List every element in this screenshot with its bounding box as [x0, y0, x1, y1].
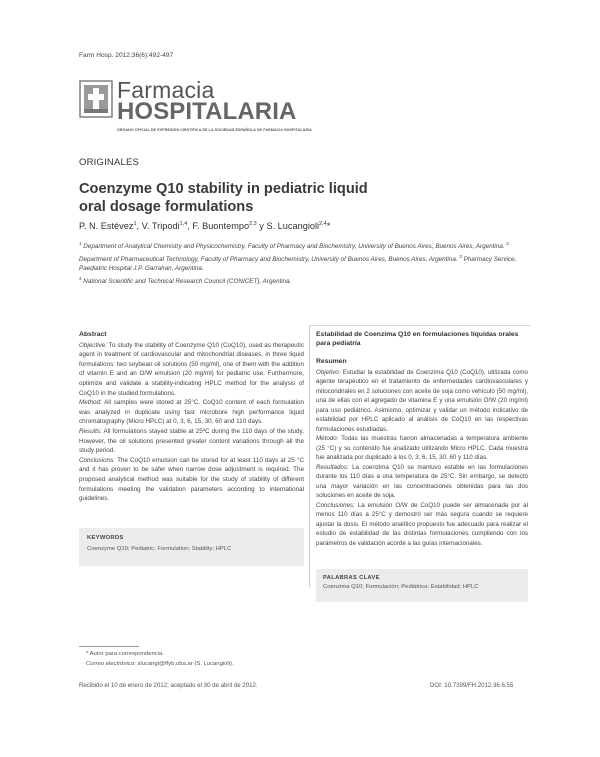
- logo-word-hospitalaria: HOSPITALARIA: [117, 98, 297, 125]
- author-name: S. Lucangioli: [266, 221, 320, 231]
- resumen-conclusiones: [316, 501, 528, 549]
- author-affiliation-sup: 2,3: [249, 221, 257, 227]
- resumen-conclusiones-label: Conclusiones:: [316, 501, 355, 509]
- abstract-heading: Abstract: [79, 331, 107, 338]
- correspondence-footnote: [86, 649, 234, 669]
- author-name: F. Buontempo: [192, 221, 250, 231]
- resumen-objetivo-text: Estudiar la estabilidad de Coenzima Q10 (CoQ10), utilizada como agente terapéutico en el tratamiento de enfermedades cardiovasculares y mitocondriales en 2 soluciones con aceite de soja como vehículo (50 mg/ml), una de ellas con el agregado de vitamina E y una emulsión O/W (20 mg/ml) para uso pediátrico. Asimismo, optimizar y validar un método indicativo de estabilidad por HPLC aplicado al análisis de CoQ10 en las respectivas formulaciones estudiadas.: [316, 368, 528, 433]
- author-name: V. Tripodi: [141, 221, 180, 231]
- footnote-email-line: [86, 659, 234, 669]
- affiliation-number: 1: [79, 241, 82, 246]
- affiliation-number: 3: [459, 253, 462, 259]
- author-affiliation-sup: 1,4: [179, 221, 188, 227]
- abstract-results-label: Results:: [79, 427, 102, 435]
- resumen-objetivo-label: Objetivo:: [316, 368, 341, 376]
- resumen-heading: Resumen: [316, 358, 347, 365]
- author-list: [79, 221, 330, 231]
- affiliation-text: Pharmacy Service, Paediatric Hospital J.P. Garrahan, Argentina.: [79, 255, 517, 273]
- resumen-resultados-label: Resultados:: [316, 463, 349, 471]
- keywords-text: Coenzyme Q10; Pediatric; Formulation; Stability; HPLC: [87, 546, 232, 552]
- doi-link[interactable]: DOI: 10.7399/FH.2012.36.6.55: [430, 682, 514, 689]
- logo-subtitle: ÓRGANO OFICIAL DE EXPRESIÓN CIENTÍFICA DE LA SOCIEDAD ESPAÑOLA DE FARMACIA HOSPITALARIA: [117, 128, 312, 132]
- resumen-objetivo: [316, 368, 528, 435]
- column-divider: [309, 325, 310, 587]
- footnote-rule: [79, 646, 139, 647]
- abstract-method-label: Method:: [79, 399, 102, 407]
- resumen-metodo: [316, 434, 528, 463]
- abstract-objective: [79, 341, 304, 399]
- abstract-method: [79, 398, 304, 427]
- author-name: P. N. Estévez: [79, 221, 134, 231]
- title-line-1: Coenzyme Q10 stability in pediatric liquid: [79, 181, 368, 197]
- author-separator: ,: [187, 221, 193, 231]
- palabras-clave-text: Coenzima Q10; Formulación; Pediátrica; Estabilidad; HPLC: [323, 584, 479, 590]
- logo-word-farmacia: Farmacia: [117, 77, 215, 103]
- resumen-conclusiones-text: La emulsión O/W de CoQ10 puede ser almacenada por al menos 110 días a 25°C y demostró ser más segura cuando se requiere ajustar la dosis. El método analítico propuesto fue adecuado para realizar el estudio de estabilidad de las distintas formulaciones cumpliendo con los parámetros de validación acorde a las guías internacionales.: [316, 501, 528, 547]
- abstract-conclusions-text: The CoQ10 emulsion can be stored for at least 110 days at 25 °C and it has proven to be safer when narrow dose adjustment is required. The proposed analytical method was suitable for the study of stability of different formulations meeting the validation parameters according to international guidelines.: [79, 456, 304, 503]
- affiliation-number: 2: [506, 241, 509, 246]
- resumen-resultados-text: La coenzima Q10 se mantuvo estable en las formulaciones durante los 110 días a una temperatura de 25°C. Sin embargo, se detectó una mayor variación en las concentraciones obtenidas para las dos soluciones en aceite de soja.: [316, 463, 528, 499]
- resumen-resultados: [316, 463, 528, 501]
- article-title: [79, 180, 499, 216]
- keywords-box: [79, 528, 304, 566]
- abstract-section: [79, 330, 304, 504]
- resumen-metodo-text: Todas las muestras fueron almacenadas a temperatura ambiente (25 °C) y su contenido fue analizado utilizando Micro HPLC. Cada muestra fue analizada por duplicado a los 0, 3, 6, 15, 30, 60 y 110 días.: [316, 435, 528, 461]
- received-dates: Recibido el 10 de enero de 2012; aceptado el 30 de abril de 2012.: [79, 682, 258, 689]
- author-separator: *: [326, 221, 331, 231]
- abstract-objective-label: Objective:: [79, 341, 107, 349]
- author-affiliation-sup: 1: [133, 221, 137, 227]
- affiliation-text: Department of Analytical Chemistry and Physicochemistry, Faculty of Pharmacy and Biochemistry, University of Buenos Aires, Buenos Aires, Argentina.: [81, 243, 507, 250]
- footnote-email[interactable]: slucangi@ffyb.uba.ar (S. Lucangioli).: [135, 661, 234, 667]
- palabras-clave-box: [316, 569, 528, 602]
- affiliations: [79, 239, 529, 287]
- abstract-conclusions: [79, 456, 304, 504]
- title-line-2: oral dosage formulations: [79, 199, 254, 215]
- abstract-objective-text: To study the stability of Coenzyme Q10 (CoQ10), used as therapeutic agent in treatment of cardiovascular and mitochondrial diseases, in three liquid formulations: two soybean oil solutions (50 mg/ml), one of them with the addition of vitamin E and an O/W emulsion (20 mg/ml) for pediatric use. Furthermore, optimize and validate a stability-indicating HPLC method for the analysis of CoQ10 in the studied formulations.: [79, 341, 304, 397]
- abstract-method-text: All samples were stored at 25°C. CoQ10 content of each formulation was analyzed in duplicate using fast microbore high performance liquid chromatography (Micro HPLC) at 0, 3, 6, 15, 30, 60 and 110 days.: [79, 399, 304, 426]
- abstract-results-text: All formulations stayed stable at 25ºC during the 110 days of the study. However, the oil solutions presented greater content variations through all the study period.: [79, 427, 304, 455]
- journal-logo: [79, 77, 339, 140]
- abstract-results: [79, 427, 304, 456]
- palabras-clave-heading: PALABRAS CLAVE: [323, 575, 380, 581]
- footnote-email-label: Correo electrónico:: [86, 661, 136, 667]
- footnote-author: * Autor para correspondencia.: [86, 651, 164, 657]
- affiliation-text: National Scientific and Technical Research Council (CONICET), Argentina.: [81, 278, 292, 286]
- pharmacy-emblem-icon: [79, 80, 113, 118]
- affiliation-text: Department of Pharmaceutical Technology, Faculty of Pharmacy and Biochemistry, University of Buenos Aires, Buenos Aires, Argentina.: [79, 255, 460, 263]
- resumen-section: [316, 357, 528, 548]
- section-label: ORIGINALES: [79, 157, 140, 168]
- abstract-conclusions-label: Conclusions:: [79, 456, 116, 464]
- resumen-title: Estabilidad de Coenzima Q10 en formulaciones líquidas orales para pediatría: [316, 331, 519, 348]
- author-affiliation-sup: 2,4: [319, 221, 327, 227]
- author-separator: y: [256, 221, 267, 231]
- journal-reference: Farm Hosp. 2012;36(6):492-497: [79, 52, 174, 59]
- author-separator: ,: [136, 221, 142, 231]
- keywords-heading: KEYWORDS: [87, 535, 124, 541]
- resumen-metodo-label: Método:: [316, 435, 339, 442]
- affiliation-number: 4: [79, 276, 82, 282]
